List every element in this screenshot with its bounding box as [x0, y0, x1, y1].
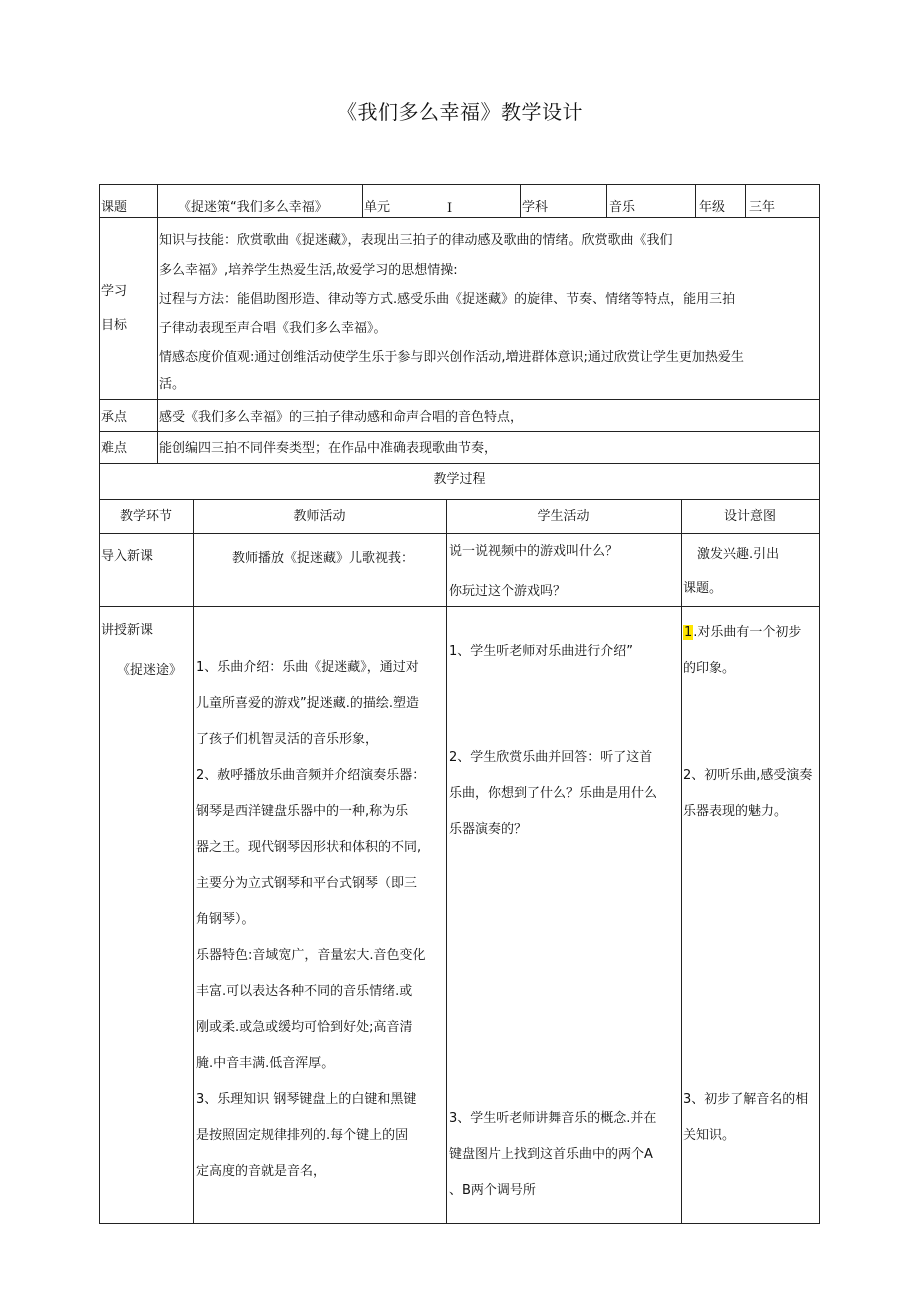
intro-teacher: 教师播放《捉迷藏》儿歌视莪：	[232, 551, 415, 566]
lecture-teacher-line: 主要分为立式钢琴和平台式钢琴（即三	[196, 876, 418, 891]
highlight-mark: 1	[684, 625, 693, 640]
lecture-student-3-line: 3、学生听老师讲舞音乐的概念.并在	[449, 1111, 657, 1126]
column-header-student: 学生活动	[537, 509, 590, 524]
goals-line: 过程与方法：能倡助图形造、律动等方式.感受乐曲《捉迷藏》的旋律、节奏、情绪等特点，能用三拍	[159, 292, 736, 307]
subject-value: 音乐	[609, 200, 636, 215]
column-header-intent: 设计意图	[723, 509, 776, 524]
lecture-teacher-line: 是按照固定规律排列的.每个键上的固	[196, 1128, 409, 1143]
lecture-teacher-line: 乐器特色:音域宽广，音量宏大.音色变化	[196, 948, 426, 963]
goals-label-2: 目标	[101, 318, 128, 333]
goals-line: 知识与技能：欣赏歌曲《捉迷藏》，表现出三拍子的律动感及歌曲的情绪。欣赏歌曲《我们	[159, 233, 673, 248]
lecture-stage: 讲授新课	[101, 623, 154, 638]
intro-student-line: 你玩过这个游戏吗？	[449, 584, 567, 599]
lecture-intent-3-line: 关知识。	[683, 1128, 736, 1143]
difficult-point-text: 能创编四三拍不同伴奏类型；在作品中准确表现歌曲节奏，	[159, 441, 498, 456]
lecture-student-2-line: 乐曲，你想到了什么？乐曲是用什么	[449, 786, 658, 801]
lecture-student-3-line: 键盘图片上找到这首乐曲中的两个A	[449, 1147, 653, 1162]
grade-label: 年级	[699, 200, 726, 215]
lecture-student-2-line: 乐器演奏的？	[449, 822, 528, 837]
intro-intent-line: 课题。	[683, 581, 723, 596]
lecture-intent-2-line: 2、初听乐曲,感受演奏	[683, 768, 813, 783]
lecture-teacher-line: 角钢琴）。	[196, 912, 255, 927]
goals-line: 活。	[159, 377, 186, 392]
unit-label: 单元	[364, 200, 391, 215]
page-title: 《我们多么幸福》教学设计	[337, 100, 583, 124]
goals-line: 情感态度价值观:通过创维活动使学生乐于参与即兴创作活动,増进群体意识;通过欣赏让学生更加热爱生	[159, 350, 744, 365]
lecture-teacher-line: 刚或柔.或急或缓均可恰到好处;高音清	[196, 1020, 413, 1035]
key-point-text: 感受《我们多么幸福》的三拍子律动感和命声合唱的音色特点，	[159, 410, 524, 425]
lesson-label: 课题	[101, 200, 128, 215]
lecture-intent-2-line: 乐器表现的魅力。	[683, 804, 788, 819]
lecture-intent-1	[683, 624, 801, 642]
lecture-teacher-line: 器之王。现代钢琴因形状和体积的不同,	[196, 840, 422, 855]
lecture-teacher-line: 3、乐理知识 钢琴键盘上的白键和黑键	[196, 1092, 417, 1107]
column-header-stage: 教学环节	[119, 509, 172, 524]
goals-line: 多么幸福》,培养学生热爱生活,故爱学习的思想情操:	[159, 263, 458, 278]
lecture-intent-3-line: 3、初步了解音名的相	[683, 1092, 809, 1107]
lecture-teacher-line: 1、乐曲介绍：乐曲《捉迷藏》，通过对	[196, 660, 419, 675]
lesson-value: 《捉迷策“我们多么幸福》	[178, 200, 328, 215]
unit-value: I	[447, 201, 453, 216]
subject-label: 学科	[522, 200, 549, 215]
lecture-teacher-line: 腌.中音丰满.低音浑厚。	[196, 1056, 335, 1071]
lecture-student-3-line: 、B两个调号所	[449, 1183, 536, 1198]
lecture-student-2-line: 2、学生欣赏乐曲并回答：听了这首	[449, 750, 653, 765]
key-point-label: 承点	[101, 410, 128, 425]
difficult-point-label: 难点	[101, 441, 128, 456]
lecture-stage-sub: 《捉迷途》	[117, 663, 183, 678]
goals-label-1: 学习	[101, 284, 128, 299]
intro-intent-line: 激发兴趣.引出	[697, 547, 780, 562]
lecture-teacher-line: 定高度的音就是音名，	[196, 1164, 327, 1179]
lecture-teacher-line: 丰富.可以表达各种不同的音乐情绪.或	[196, 984, 413, 999]
lecture-intent-1-line2: 的印象。	[683, 661, 736, 676]
intro-student-line: 说一说视频中的游戏叫什么？	[449, 544, 619, 559]
column-header-teacher: 教师活动	[293, 509, 346, 524]
lecture-teacher-line: 了孩子们机智灵活的音乐形象，	[196, 732, 379, 747]
lecture-teacher-line: 儿童所喜爱的游戏”捉迷藏.的描绘.塑造	[196, 696, 419, 711]
lecture-teacher-line: 2、赦呼播放乐曲音频并介绍演奏乐器：	[196, 768, 426, 783]
lecture-intent-1-text: .对乐曲有一个初步	[693, 625, 802, 640]
intro-stage: 导入新课	[101, 549, 154, 564]
grade-value: 三年	[749, 200, 776, 215]
goals-line: 子律动表现至声合唱《我们多么幸福》。	[159, 321, 387, 336]
process-heading: 教学过程	[433, 472, 486, 487]
lecture-student-1: 1、学生听老师对乐曲进行介绍”	[449, 644, 634, 659]
lecture-teacher-line: 钢琴是西洋键盘乐器中的一种,称为乐	[196, 804, 409, 819]
